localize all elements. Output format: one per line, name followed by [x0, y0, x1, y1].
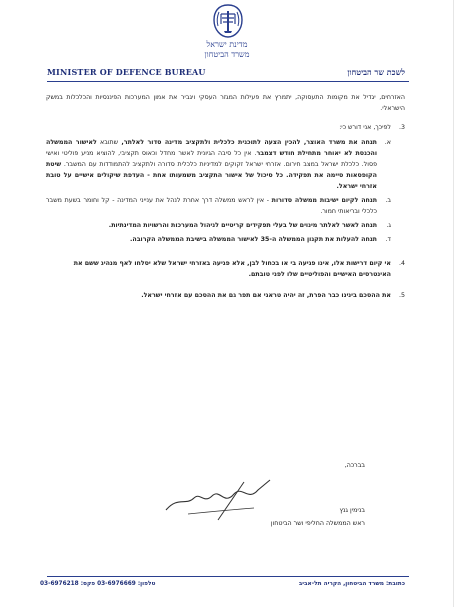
demand-number: ד. [385, 236, 391, 243]
footer-divider [47, 576, 409, 577]
state-emblem-icon [212, 4, 244, 38]
demand-text-bold: תנחה לקיום ישיבות ממשלה סדורות [271, 197, 377, 204]
demand-d [46, 234, 391, 245]
footer-phone-fax: טלפון: 03-6976669 פקס: 03-6976218 [40, 581, 156, 587]
intro-paragraph: האזרחים, יגדיל את מקומות התעסוקה, יתמרץ את פעילות המגזר העסקי ויגביר את אמון המערכות הפיננסיות והכלכלות במשק הישראלי. [46, 94, 405, 112]
demand-text-bold: תנחה את משרד האוצר, להכין הצעה לתוכנית כלכלית ולתקציב מדינה סדור לאלתר, [121, 139, 377, 146]
header-divider [47, 81, 409, 82]
demand-text: . אין כל סיבה הגיונית לאשר מחדל וכאוס תקציבי, להוציא מניע פוליטי ואישי פסול. כלכלת ישראל במצב חירום. אזרחי ישראל זקוקים למדיניות כלכלית סדורה ולתקציב להתמודדות עם המשבר. [46, 150, 377, 168]
demand-d-text: תנחה להעלות את תקנון הממשלה ה-35 לאישור הממשלה בישיבת הממשלה הקרובה. [129, 236, 377, 243]
section-3 [46, 122, 405, 248]
section-number: 5. [398, 292, 405, 299]
demand-text-bold: לאישור הממשלה והכנסת לא יאוחר מתחילת חודש דצמבר [46, 139, 377, 157]
demand-c-text: תנחה לאשר לאלתר מינוים של בעלי תפקידים קריטיים לניהול המערכות והרשויות המדינתיות. [108, 222, 377, 229]
demand-number: א. [384, 139, 391, 146]
section-4-text: אי קיום דרישות אלו, אינו פגיעה בי או בכחול לבן, אלא פגיעה באזרחי ישראל שלא יסלחו לאף מנהיג ששם את האינטרסים האישיים והפוליטיים שלו לפני טובתם. [73, 260, 391, 278]
section-number: 3. [398, 124, 405, 131]
footer-address: כתובת: משרד הביטחון, הקריה תל-אביב [298, 581, 405, 587]
demand-text: - אין לראש ממשלה דרך אחרת לנהל את ענייני המדינה - קל וחומר בשעת משבר כלכלי ובריאותי חמור. [46, 197, 377, 215]
demand-a [46, 137, 391, 192]
letter-body [46, 92, 405, 304]
section-5 [46, 290, 405, 301]
section-4 [46, 258, 405, 280]
closing-greeting: בברכה, [344, 462, 365, 469]
demand-c [46, 220, 391, 231]
section-3-body [46, 122, 391, 248]
demand-text: שתובא [96, 139, 122, 146]
handwritten-signature-icon [158, 476, 278, 522]
demand-number: ג. [386, 222, 391, 229]
bureau-title-english: MINISTER OF DEFENCE BUREAU [47, 67, 206, 77]
bureau-title-hebrew: לשכת שר הביטחון [347, 67, 405, 77]
state-name: מדינת ישראל [206, 40, 248, 49]
section-number: 4. [398, 260, 405, 267]
demand-number: ב. [385, 197, 391, 204]
section-5-text: את ההסכם בינינו כבר הפרת, זה יהיה טראגי אם תפר גם את ההסכם עם אזרחי ישראל. [141, 292, 391, 299]
demand-b [46, 195, 391, 217]
section-3-lead: לפיכך, אני דורש כי: [339, 124, 391, 131]
signer-title: ראש הממשלה החליפי ושר הביטחון [270, 520, 365, 527]
signer-name: בנימין גנץ [339, 507, 365, 514]
demand-text-bold: שיטת הקופסאות סיימה את תפקידה. כל סיכול של אישור התקציב משמעותו אחת - העדפת שיקולים אישיים על טובת אזרחי ישראל. [46, 161, 377, 190]
demand-a-text [46, 137, 377, 192]
demand-b-text [46, 195, 377, 217]
ministry-name: משרד הביטחון [204, 50, 250, 59]
